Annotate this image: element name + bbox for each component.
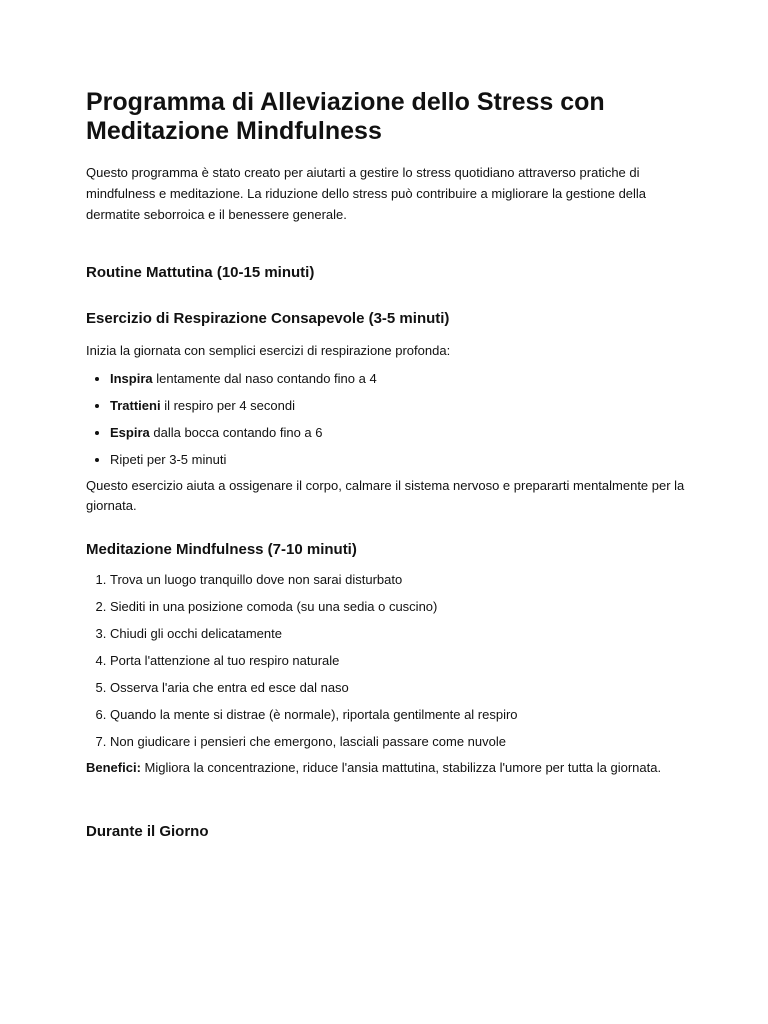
list-item	[110, 369, 682, 389]
breathing-lead: Inizia la giornata con semplici esercizi di respirazione profonda:	[86, 343, 451, 358]
list-item: 3. Chiudi gli occhi delicatamente	[110, 624, 682, 644]
page-title: Programma di Alleviazione dello Stress con Meditazione Mindfulness	[86, 88, 605, 145]
intro-paragraph: Questo programma è stato creato per aiutarti a gestire lo stress quotidiano attraverso pratiche di mindfulness e meditazione. La riduzione dello stress può contribuire a migliorare la gestione della dermatite seborroica e il benessere generale.	[86, 165, 647, 222]
step-text: dalla bocca contando fino a 6	[149, 425, 323, 440]
benefits-paragraph	[86, 758, 682, 778]
benefits-text: Migliora la concentrazione, riduce l'ansia mattutina, stabilizza l'umore per tutta la giornata.	[140, 760, 662, 775]
list-item: 5. Osserva l'aria che entra ed esce dal naso	[110, 678, 682, 698]
step-keyword: Inspira	[110, 371, 153, 386]
step-keyword: Espira	[110, 425, 150, 440]
breathing-summary: Questo esercizio aiuta a ossigenare il corpo, calmare il sistema nervoso e prepararti mentalmente per la giornata.	[86, 478, 685, 513]
step-keyword: Trattieni	[110, 398, 161, 413]
subsection-heading-breathing: Esercizio di Respirazione Consapevole (3-5 minuti)	[86, 310, 450, 327]
list-item	[110, 396, 682, 416]
section-heading-morning: Routine Mattutina (10-15 minuti)	[86, 264, 315, 281]
list-item	[110, 450, 682, 470]
subsection-heading-meditation: Meditazione Mindfulness (7-10 minuti)	[86, 541, 357, 558]
list-item: 4. Porta l'attenzione al tuo respiro naturale	[110, 651, 682, 671]
list-item: 7. Non giudicare i pensieri che emergono, lasciali passare come nuvole	[110, 732, 682, 752]
list-item: 1. Trova un luogo tranquillo dove non sarai disturbato	[110, 570, 682, 590]
list-item	[110, 423, 682, 443]
section-heading-daytime: Durante il Giorno	[86, 823, 209, 840]
step-text: il respiro per 4 secondi	[160, 398, 295, 413]
benefits-label: Benefici:	[86, 760, 141, 775]
meditation-steps-list	[86, 570, 682, 752]
list-item: 2. Siediti in una posizione comoda (su una sedia o cuscino)	[110, 597, 682, 617]
step-text: lentamente dal naso contando fino a 4	[152, 371, 377, 386]
list-item: 6. Quando la mente si distrae (è normale), riportala gentilmente al respiro	[110, 705, 682, 725]
step-text: Ripeti per 3-5 minuti	[110, 452, 227, 467]
breathing-steps-list	[86, 369, 682, 470]
